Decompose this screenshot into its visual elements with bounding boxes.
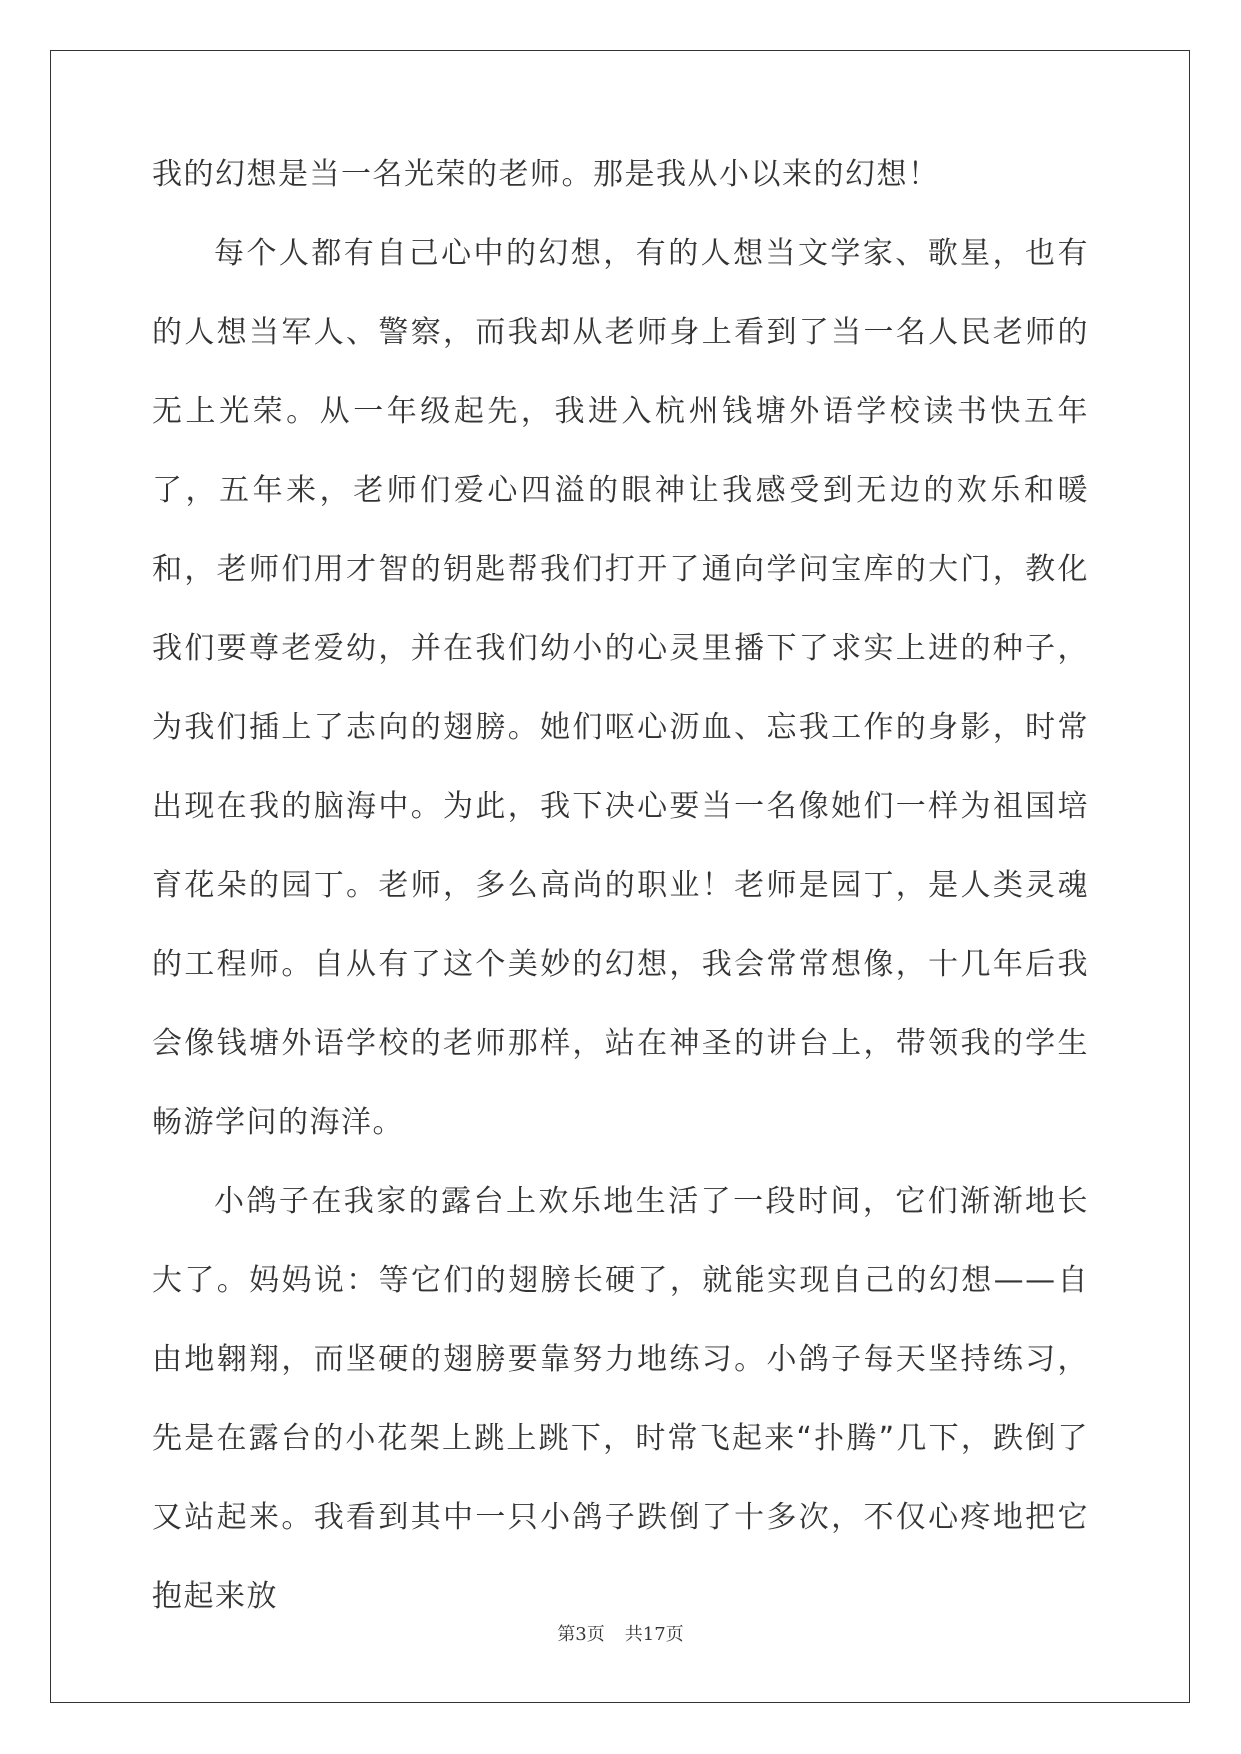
paragraph-1: 我的幻想是当一名光荣的老师。那是我从小以来的幻想！ <box>152 157 940 192</box>
page-number: 第3页 <box>557 1624 605 1645</box>
document-body <box>152 157 1089 1636</box>
page-total: 共17页 <box>624 1624 684 1645</box>
page-footer <box>0 1620 1241 1646</box>
paragraph-2: 每个人都有自己心中的幻想，有的人想当文学家、歌星，也有的人想当军人、警察，而我却从老师身上看到了当一名人民老师的无上光荣。从一年级起先，我进入杭州钱塘外语学校读书快五年了，五年来，老师们爱心四溢的眼神让我感受到无边的欢乐和暖和，老师们用才智的钥匙帮我们打开了通向学问宝库的大门，教化我们要尊老爱幼，并在我们幼小的心灵里播下了求实上进的种子，为我们插上了志向的翅膀。她们呕心沥血、忘我工作的身影，时常出现在我的脑海中。为此，我下决心要当一名像她们一样为祖国培育花朵的园丁。老师，多么高尚的职业！老师是园丁，是人类灵魂的工程师。自从有了这个美妙的幻想，我会常常想像，十几年后我会像钱塘外语学校的老师那样，站在神圣的讲台上，带领我的学生畅游学问的海洋。 <box>152 236 1089 1140</box>
paragraph-3: 小鸽子在我家的露台上欢乐地生活了一段时间，它们渐渐地长大了。妈妈说：等它们的翅膀长硬了，就能实现自己的幻想——自由地翱翔，而坚硬的翅膀要靠努力地练习。小鸽子每天坚持练习，先是在露台的小花架上跳上跳下，时常飞起来“扑腾”几下，跌倒了又站起来。我看到其中一只小鸽子跌倒了十多次，不仅心疼地把它抱起来放 <box>152 1184 1089 1614</box>
